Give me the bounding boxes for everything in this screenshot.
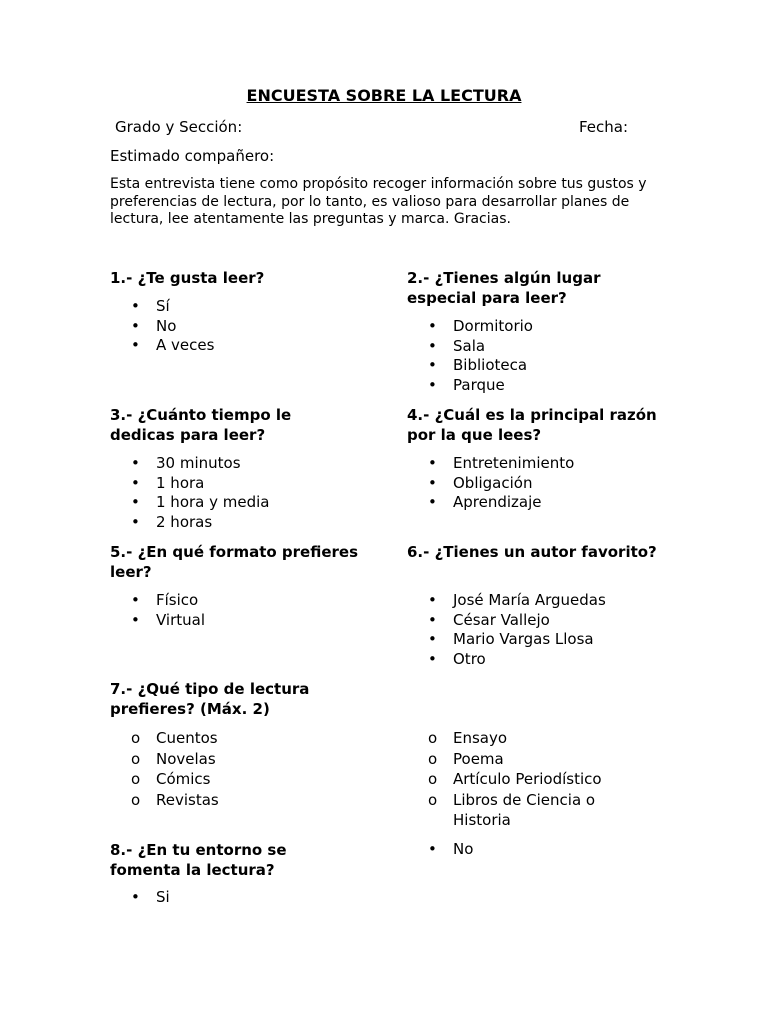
option-label: Aprendizaje bbox=[453, 493, 542, 511]
bullet-marker: • bbox=[428, 840, 437, 858]
option-item[interactable] bbox=[407, 650, 606, 670]
option-item[interactable] bbox=[110, 297, 214, 317]
option-item[interactable] bbox=[407, 728, 653, 749]
bullet-marker: • bbox=[131, 473, 140, 492]
option-item[interactable] bbox=[110, 474, 270, 494]
option-label: Cuentos bbox=[156, 729, 218, 747]
option-label: Poema bbox=[453, 749, 504, 768]
bullet-marker: • bbox=[428, 454, 437, 472]
option-item[interactable] bbox=[407, 749, 653, 770]
option-label: José María Arguedas bbox=[453, 591, 606, 609]
question-5: 5.- ¿En qué formato prefieres leer? bbox=[110, 543, 359, 581]
option-label: Obligación bbox=[453, 473, 533, 492]
bullet-marker: • bbox=[131, 610, 140, 629]
option-label: Entretenimiento bbox=[453, 454, 575, 472]
circle-marker: o bbox=[131, 770, 141, 788]
option-item[interactable] bbox=[407, 317, 533, 337]
question-6-options bbox=[407, 591, 606, 669]
option-label: 2 horas bbox=[156, 512, 213, 531]
circle-marker: o bbox=[131, 790, 141, 809]
option-item[interactable] bbox=[407, 611, 606, 631]
option-label: Biblioteca bbox=[453, 356, 528, 374]
question-8-options-right bbox=[407, 840, 473, 860]
greeting: Estimado compañero: bbox=[110, 147, 275, 165]
option-item[interactable] bbox=[110, 454, 270, 474]
circle-marker: o bbox=[428, 790, 438, 809]
bullet-marker: • bbox=[428, 473, 437, 492]
circle-marker: o bbox=[428, 770, 438, 788]
intro-paragraph: Esta entrevista tiene como propósito recoger información sobre tus gustos y preferencias de lectura, por lo tanto, es valioso para desarrollar planes de lectura, lee atentamente las preguntas y marca. Gracias. bbox=[110, 176, 647, 227]
option-item[interactable] bbox=[110, 317, 214, 337]
bullet-marker: • bbox=[131, 888, 140, 906]
option-label: Cómics bbox=[156, 770, 211, 788]
question-1-options bbox=[110, 297, 214, 356]
question-6: 6.- ¿Tienes un autor favorito? bbox=[407, 543, 657, 561]
bullet-marker: • bbox=[131, 297, 140, 315]
question-7-options-left bbox=[110, 728, 219, 810]
question-5-options bbox=[110, 591, 205, 630]
option-label: Novelas bbox=[156, 749, 216, 768]
option-item[interactable] bbox=[110, 888, 170, 908]
option-label: Dormitorio bbox=[453, 317, 533, 335]
option-label: Sí bbox=[156, 297, 170, 315]
bullet-marker: • bbox=[131, 493, 140, 511]
bullet-marker: • bbox=[131, 336, 140, 354]
option-label: 1 hora y media bbox=[156, 493, 270, 511]
grade-section-label: Grado y Sección: bbox=[115, 118, 243, 136]
option-item[interactable] bbox=[110, 591, 205, 611]
option-label: Físico bbox=[156, 591, 199, 609]
question-4: 4.- ¿Cuál es la principal razón por la que lees? bbox=[407, 406, 657, 444]
bullet-marker: • bbox=[428, 336, 437, 355]
option-item[interactable] bbox=[407, 474, 574, 494]
option-item[interactable] bbox=[407, 337, 533, 357]
question-3: 3.- ¿Cuánto tiempo le dedicas para leer? bbox=[110, 406, 292, 444]
option-label: 1 hora bbox=[156, 473, 205, 492]
option-item[interactable] bbox=[110, 728, 219, 749]
question-2: 2.- ¿Tienes algún lugar especial para leer? bbox=[407, 269, 601, 307]
bullet-marker: • bbox=[428, 630, 437, 648]
bullet-marker: • bbox=[428, 591, 437, 609]
circle-marker: o bbox=[131, 729, 141, 747]
question-1: 1.- ¿Te gusta leer? bbox=[110, 269, 265, 287]
option-label: A veces bbox=[156, 336, 215, 354]
option-item[interactable] bbox=[407, 630, 606, 650]
option-item[interactable] bbox=[407, 493, 574, 513]
option-label: Sala bbox=[453, 336, 486, 355]
question-7: 7.- ¿Qué tipo de lectura prefieres? (Máx. 2) bbox=[110, 680, 310, 718]
option-label: Libros de Ciencia o Historia bbox=[453, 790, 596, 829]
option-label: Ensayo bbox=[453, 729, 508, 747]
option-label: César Vallejo bbox=[453, 610, 550, 629]
date-label: Fecha: bbox=[579, 118, 629, 136]
option-label: 30 minutos bbox=[156, 454, 241, 472]
bullet-marker: • bbox=[428, 493, 437, 511]
option-item[interactable] bbox=[407, 840, 473, 860]
bullet-marker: • bbox=[131, 316, 140, 335]
question-4-options bbox=[407, 454, 574, 513]
bullet-marker: • bbox=[131, 454, 140, 472]
question-8-options-left bbox=[110, 888, 170, 908]
question-7-options-right bbox=[407, 728, 653, 831]
question-3-options bbox=[110, 454, 270, 532]
circle-marker: o bbox=[428, 749, 438, 768]
option-item[interactable] bbox=[110, 769, 219, 790]
option-label: Virtual bbox=[156, 610, 206, 629]
option-item[interactable] bbox=[407, 591, 606, 611]
option-item[interactable] bbox=[110, 749, 219, 770]
bullet-marker: • bbox=[131, 512, 140, 531]
bullet-marker: • bbox=[131, 591, 140, 609]
option-label: Otro bbox=[453, 649, 486, 668]
option-label: Parque bbox=[453, 375, 505, 394]
option-label: Mario Vargas Llosa bbox=[453, 630, 594, 648]
option-item[interactable] bbox=[407, 454, 574, 474]
bullet-marker: • bbox=[428, 356, 437, 374]
bullet-marker: • bbox=[428, 317, 437, 335]
option-label: Revistas bbox=[156, 790, 219, 809]
option-item[interactable] bbox=[110, 611, 205, 631]
question-2-options bbox=[407, 317, 533, 395]
bullet-marker: • bbox=[428, 649, 437, 668]
option-label: No bbox=[156, 316, 177, 335]
circle-marker: o bbox=[428, 729, 438, 747]
option-item[interactable] bbox=[407, 356, 533, 376]
option-item[interactable] bbox=[110, 493, 270, 513]
option-item[interactable] bbox=[110, 790, 219, 811]
question-8: 8.- ¿En tu entorno se fomenta la lectura? bbox=[110, 841, 287, 879]
circle-marker: o bbox=[131, 749, 141, 768]
bullet-marker: • bbox=[428, 610, 437, 629]
bullet-marker: • bbox=[428, 375, 437, 394]
option-item[interactable] bbox=[110, 336, 214, 356]
option-item[interactable] bbox=[110, 513, 270, 533]
option-item[interactable] bbox=[407, 790, 653, 831]
option-label: No bbox=[453, 840, 474, 858]
option-item[interactable] bbox=[407, 769, 653, 790]
page-title: ENCUESTA SOBRE LA LECTURA bbox=[246, 86, 522, 105]
option-item[interactable] bbox=[407, 376, 533, 396]
option-label: Si bbox=[156, 888, 170, 906]
option-label: Artículo Periodístico bbox=[453, 770, 602, 788]
